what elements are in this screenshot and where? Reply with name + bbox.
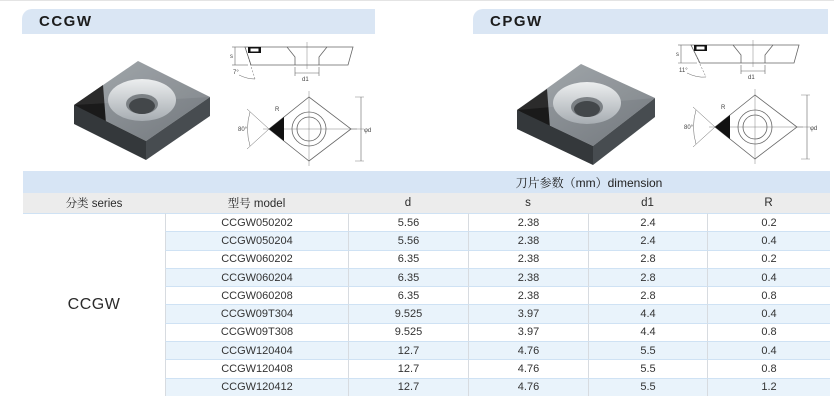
s-cell: 3.97	[468, 323, 588, 341]
model-cell: CCGW050204	[165, 231, 348, 249]
d-cell: 9.525	[348, 304, 468, 322]
s-cell: 4.76	[468, 359, 588, 377]
r-cell: 0.2	[707, 250, 830, 268]
s-cell: 3.97	[468, 304, 588, 322]
model-cell: CCGW060208	[165, 286, 348, 304]
inscribed-diameter-label: φd	[364, 128, 372, 134]
clearance-angle-label: 11°	[679, 68, 688, 74]
r-cell: 0.4	[707, 304, 830, 322]
column-header-s: s	[468, 193, 588, 213]
inscribed-diameter-label: φd	[810, 126, 818, 132]
column-header-d1: d1	[588, 193, 707, 213]
d1-cell: 4.4	[588, 323, 707, 341]
group-header-spacer	[23, 171, 348, 193]
model-cell: CCGW050202	[165, 213, 348, 231]
r-cell: 0.2	[707, 213, 830, 231]
corner-radius-label: R	[721, 105, 726, 111]
d1-cell: 5.5	[588, 378, 707, 396]
column-header-r: R	[707, 193, 830, 213]
r-cell: 0.4	[707, 268, 830, 286]
point-angle-label: 80°	[684, 125, 694, 131]
model-cell: CCGW120412	[165, 378, 348, 396]
d-cell: 12.7	[348, 359, 468, 377]
s-cell: 2.38	[468, 268, 588, 286]
insert-parameter-table	[23, 171, 830, 396]
r-cell: 1.2	[707, 378, 830, 396]
column-header-d: d	[348, 193, 468, 213]
insert-3d-render	[491, 50, 661, 167]
d-cell: 12.7	[348, 378, 468, 396]
d-cell: 6.35	[348, 286, 468, 304]
section-header-cpgw	[473, 9, 828, 34]
dimension-drawing	[667, 37, 819, 165]
s-cell: 2.38	[468, 250, 588, 268]
d1-cell: 2.4	[588, 231, 707, 249]
r-cell: 0.4	[707, 341, 830, 359]
d1-cell: 4.4	[588, 304, 707, 322]
section-title-ccgw: CCGW	[39, 13, 93, 30]
d-cell: 9.525	[348, 323, 468, 341]
r-cell: 0.8	[707, 323, 830, 341]
s-cell: 4.76	[468, 341, 588, 359]
point-angle-label: 80°	[238, 127, 248, 133]
cpgw-insert-photo	[491, 50, 661, 172]
d1-cell: 2.8	[588, 268, 707, 286]
s-cell: 2.38	[468, 231, 588, 249]
r-cell: 0.4	[707, 231, 830, 249]
d-cell: 5.56	[348, 231, 468, 249]
model-cell: CCGW060204	[165, 268, 348, 286]
d-cell: 6.35	[348, 250, 468, 268]
s-cell: 2.38	[468, 286, 588, 304]
group-header-dimension: 刀片参数（mm）dimension	[348, 171, 830, 193]
thickness-label: s	[676, 52, 679, 58]
clearance-angle-label: 7°	[233, 70, 239, 76]
ccgw-insert-photo	[46, 47, 216, 169]
model-cell: CCGW09T308	[165, 323, 348, 341]
model-cell: CCGW09T304	[165, 304, 348, 322]
r-cell: 0.8	[707, 286, 830, 304]
thickness-label: s	[230, 54, 233, 60]
column-header-model: 型号 model	[165, 193, 348, 213]
s-cell: 2.38	[468, 213, 588, 231]
d1-cell: 5.5	[588, 359, 707, 377]
dimension-drawing	[221, 39, 373, 167]
model-cell: CCGW120408	[165, 359, 348, 377]
d-cell: 5.56	[348, 213, 468, 231]
column-header-series: 分类 series	[23, 193, 165, 213]
model-cell: CCGW060202	[165, 250, 348, 268]
d1-cell: 2.4	[588, 213, 707, 231]
d1-cell: 2.8	[588, 286, 707, 304]
corner-radius-label: R	[275, 107, 280, 113]
section-title-cpgw: CPGW	[490, 13, 543, 30]
hole-diameter-label: d1	[748, 75, 755, 81]
insert-3d-render	[46, 47, 216, 164]
series-group-label: CCGW	[23, 213, 165, 396]
r-cell: 0.8	[707, 359, 830, 377]
ccgw-technical-drawing	[221, 39, 373, 172]
d1-cell: 2.8	[588, 250, 707, 268]
model-cell: CCGW120404	[165, 341, 348, 359]
hole-diameter-label: d1	[302, 77, 309, 83]
s-cell: 4.76	[468, 378, 588, 396]
d1-cell: 5.5	[588, 341, 707, 359]
d-cell: 6.35	[348, 268, 468, 286]
cpgw-technical-drawing	[667, 37, 819, 170]
d-cell: 12.7	[348, 341, 468, 359]
section-header-ccgw	[22, 9, 375, 34]
